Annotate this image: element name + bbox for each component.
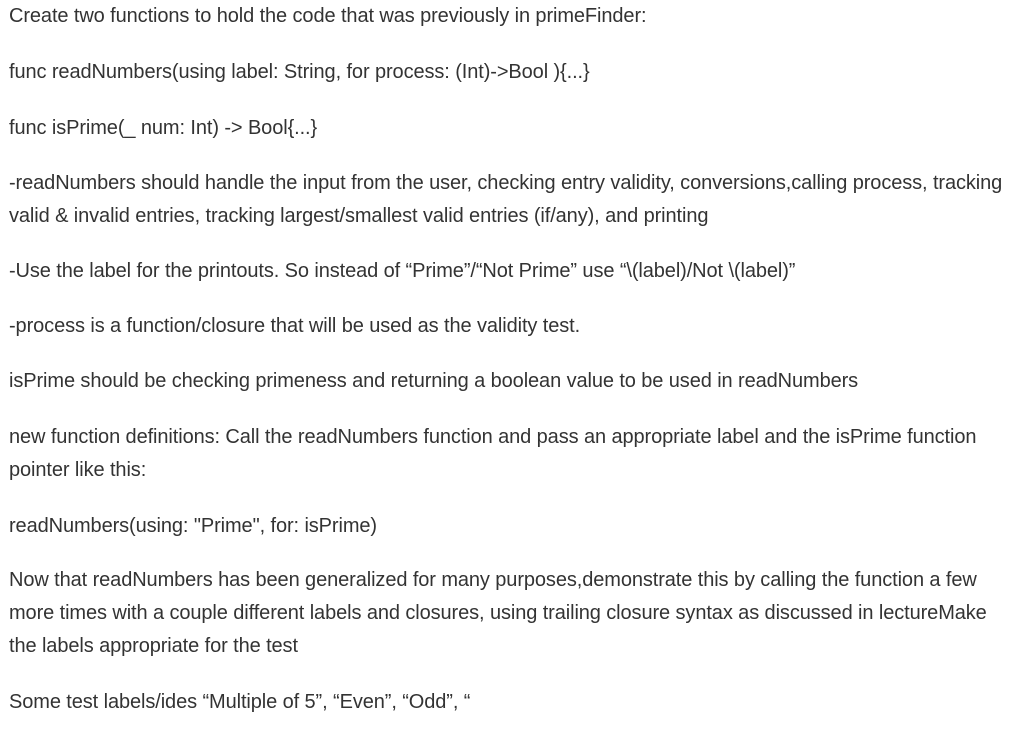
label-usage-note: -Use the label for the printouts. So instead of “Prime”/“Not Prime” use “\(label)/Not \(label)” [9,260,796,282]
intro-paragraph: Create two functions to hold the code that was previously in primeFinder: [9,5,647,27]
test-label-ideas: Some test labels/ides “Multiple of 5”, “Even”, “Odd”, “ [9,691,471,713]
readnumbers-requirements: -readNumbers should handle the input from the user, checking entry validity, conversions,calling process, tracking valid & invalid entries, tracking largest/smallest valid entries (if/any), and printing [9,172,1003,227]
example-call: readNumbers(using: "Prime", for: isPrime) [9,515,377,537]
generalization-instructions: Now that readNumbers has been generalized for many purposes,demonstrate this by calling the function a few more times with a couple different labels and closures, using trailing closure syntax as discussed in lectureMake the labels appropriate for the test [9,569,987,657]
process-note: -process is a function/closure that will be used as the validity test. [9,315,581,337]
isprime-signature: func isPrime(_ num: Int) -> Bool{...} [9,117,318,139]
call-instructions: new function definitions: Call the readNumbers function and pass an appropriate label and the isPrime function pointer like this: [9,426,977,481]
isprime-note: isPrime should be checking primeness and returning a boolean value to be used in readNumbers [9,370,859,392]
readnumbers-signature: func readNumbers(using label: String, for process: (Int)->Bool ){...} [9,61,590,83]
